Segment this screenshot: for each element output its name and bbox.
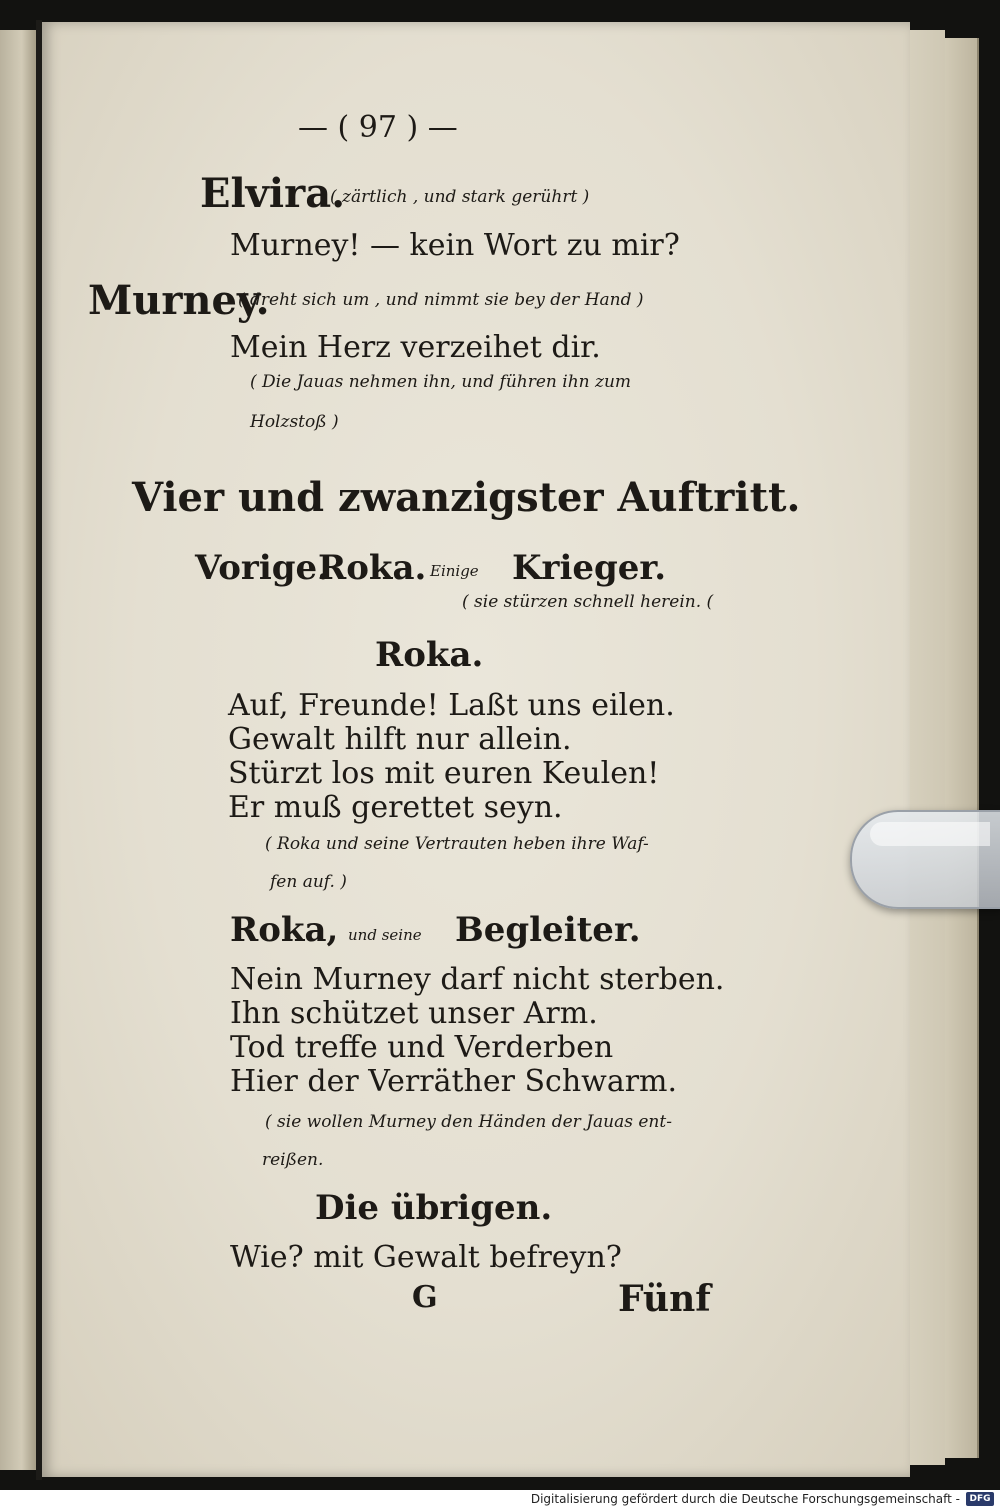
dfg-logo: DFG	[966, 1492, 994, 1506]
page-number: — ( 97 ) —	[298, 110, 458, 145]
verse-line: Gewalt hilft nur allein.	[228, 722, 572, 757]
stage-direction: ( Die Jauas nehmen ihn, und führen ihn zum	[250, 372, 632, 392]
stage-direction: fen auf. )	[270, 872, 347, 892]
left-page-edge	[0, 30, 36, 1470]
verse-line: Auf, Freunde! Laßt uns eilen.	[228, 688, 675, 723]
stage-direction: ( sie stürzen schnell herein. (	[462, 592, 714, 612]
verse-line: Stürzt los mit euren Keulen!	[228, 756, 660, 791]
stage-direction-elvira: ( zärtlich , und stark gerührt )	[330, 187, 590, 207]
verse-line: Tod treffe und Verderben	[230, 1030, 614, 1065]
speaker-roka: Roka,	[230, 910, 339, 950]
speaker-roka: Roka.	[375, 635, 484, 675]
verse-line: Er muß gerettet seyn.	[228, 790, 563, 825]
verse-line: Ihn schützet unser Arm.	[230, 996, 598, 1031]
cast-krieger: Krieger.	[512, 548, 667, 588]
cast-einige: Einige	[430, 562, 479, 580]
signature-mark: G	[412, 1280, 438, 1315]
cast-roka: Roka.	[318, 548, 427, 588]
speaker-murney: Murney.	[88, 277, 270, 324]
verse-line: Nein Murney darf nicht sterben.	[230, 962, 725, 997]
catchword: Fünf	[618, 1278, 711, 1320]
stage-direction-murney: ( dreht sich um , und nimmt sie bey der Hand )	[238, 290, 644, 310]
verse-line: Hier der Verräther Schwarm.	[230, 1064, 678, 1099]
verse-line: Mein Herz verzeihet dir.	[230, 330, 601, 365]
stage-direction: ( sie wollen Murney den Händen der Jauas ent-	[265, 1112, 672, 1132]
verse-line: Murney! — kein Wort zu mir?	[230, 228, 680, 263]
speaker-elvira: Elvira.	[200, 170, 346, 217]
stage-direction: Holzstoß )	[250, 412, 339, 432]
stage-direction: reißen.	[262, 1150, 324, 1170]
footer-credit: Digitalisierung gefördert durch die Deutsche Forschungsgemeinschaft -	[530, 1492, 960, 1506]
cast-vorige: Vorige.	[195, 548, 330, 588]
stage-direction: ( Roka und seine Vertrauten heben ihre Waf-	[265, 834, 649, 854]
clip-highlight	[870, 822, 990, 846]
verse-line: Wie? mit Gewalt befreyn?	[230, 1240, 622, 1275]
scene-heading: Vier und zwanzigster Auftritt.	[132, 474, 801, 521]
speaker-begleiter: Begleiter.	[455, 910, 641, 950]
speaker-connector: und seine	[348, 926, 422, 944]
speaker-die-uebrigen: Die übrigen.	[315, 1188, 553, 1228]
